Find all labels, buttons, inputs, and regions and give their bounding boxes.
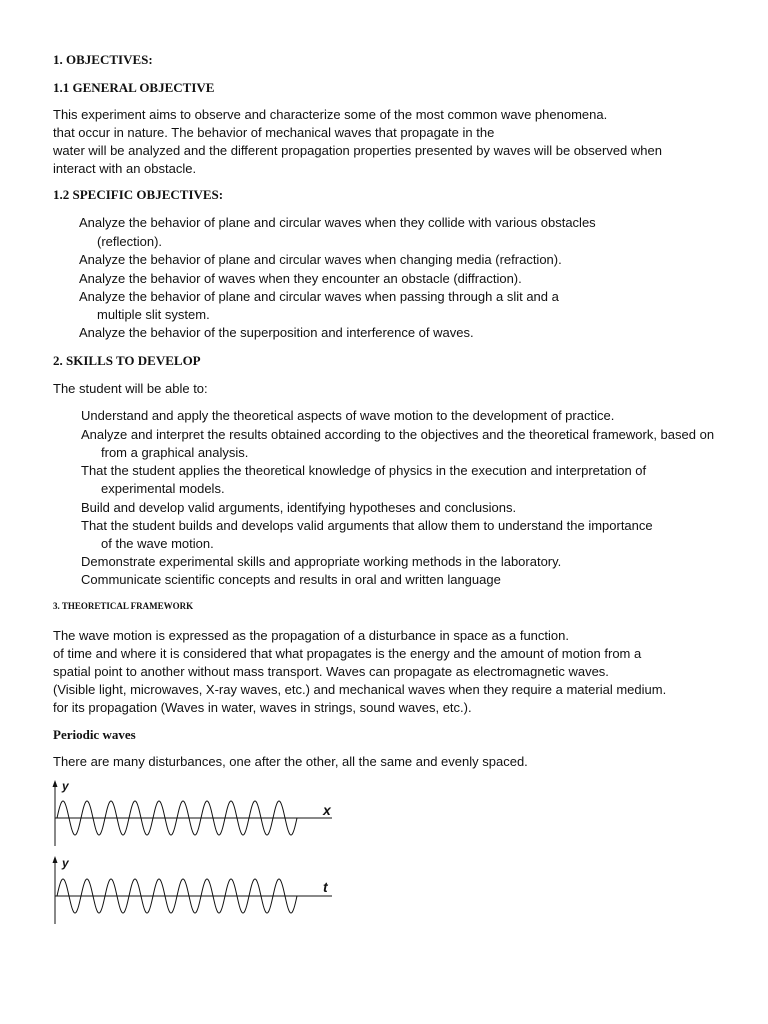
list-item-continuation: multiple slit system. [97, 307, 210, 322]
y-axis-label: y [62, 779, 69, 793]
y-axis-arrow-icon [53, 856, 58, 863]
list-item-continuation: from a graphical analysis. [101, 445, 249, 460]
paragraph-line: spatial point to another without mass transport. Waves can propagate as electromagnetic waves. [53, 664, 609, 679]
paragraph-line: The wave motion is expressed as the propagation of a disturbance in space as a function. [53, 628, 569, 643]
list-item: That the student applies the theoretical knowledge of physics in the execution and interpretation of [81, 463, 647, 478]
paragraph-line: for its propagation (Waves in water, waves in strings, sound waves, etc.). [53, 700, 472, 715]
list-item: Analyze the behavior of plane and circular waves when changing media (refraction). [79, 252, 562, 267]
list-item: Analyze the behavior of the superposition and interference of waves. [79, 325, 474, 340]
paragraph-line: water will be analyzed and the different propagation properties presented by waves will be observed when [53, 143, 662, 158]
periodic-wave-figures [40, 776, 350, 928]
wave-figure-space [53, 779, 333, 846]
subsection-title-specific-objectives: 1.2 SPECIFIC OBJECTIVES: [53, 187, 224, 202]
list-item-continuation: experimental models. [101, 481, 225, 496]
list-item: Build and develop valid arguments, identifying hypotheses and conclusions. [81, 500, 517, 515]
section-title-theory: 3. THEORETICAL FRAMEWORK [53, 601, 194, 611]
list-item: Analyze the behavior of waves when they encounter an obstacle (diffraction). [79, 271, 522, 286]
x-axis-label: x [323, 802, 331, 818]
wave-figure-time [53, 856, 333, 924]
x-axis-label: t [323, 879, 328, 895]
list-item: Analyze and interpret the results obtained according to the objectives and the theoretical framework, based on [81, 427, 715, 442]
paragraph-line: The student will be able to: [53, 381, 208, 396]
list-item-continuation: (reflection). [97, 234, 163, 249]
list-item: Communicate scientific concepts and results in oral and written language [81, 572, 501, 587]
paragraph-line: interact with an obstacle. [53, 161, 197, 176]
paragraph-line: This experiment aims to observe and characterize some of the most common wave phenomena. [53, 107, 608, 122]
list-item: That the student builds and develops valid arguments that allow them to understand the importance [81, 518, 653, 533]
list-item: Analyze the behavior of plane and circular waves when passing through a slit and a [79, 289, 559, 304]
sine-wave-curve [57, 801, 297, 835]
section-title-skills: 2. SKILLS TO DEVELOP [53, 353, 201, 368]
y-axis-arrow-icon [53, 780, 58, 787]
subsection-title-general-objective: 1.1 GENERAL OBJECTIVE [53, 80, 215, 95]
paragraph-line: of time and where it is considered that what propagates is the energy and the amount of motion from a [53, 646, 642, 661]
list-item: Demonstrate experimental skills and appropriate working methods in the laboratory. [81, 554, 562, 569]
sine-wave-curve [57, 879, 297, 913]
subsection-title-periodic-waves: Periodic waves [53, 727, 136, 742]
paragraph-line: (Visible light, microwaves, X-ray waves, etc.) and mechanical waves when they require a material medium. [53, 682, 667, 697]
paragraph-line: that occur in nature. The behavior of mechanical waves that propagate in the [53, 125, 495, 140]
y-axis-label: y [62, 856, 69, 870]
list-item-continuation: of the wave motion. [101, 536, 214, 551]
section-title-objectives: 1. OBJECTIVES: [53, 52, 153, 67]
list-item: Understand and apply the theoretical aspects of wave motion to the development of practice. [81, 408, 615, 423]
list-item: Analyze the behavior of plane and circular waves when they collide with various obstacles [79, 215, 596, 230]
paragraph-line: There are many disturbances, one after the other, all the same and evenly spaced. [53, 754, 528, 769]
